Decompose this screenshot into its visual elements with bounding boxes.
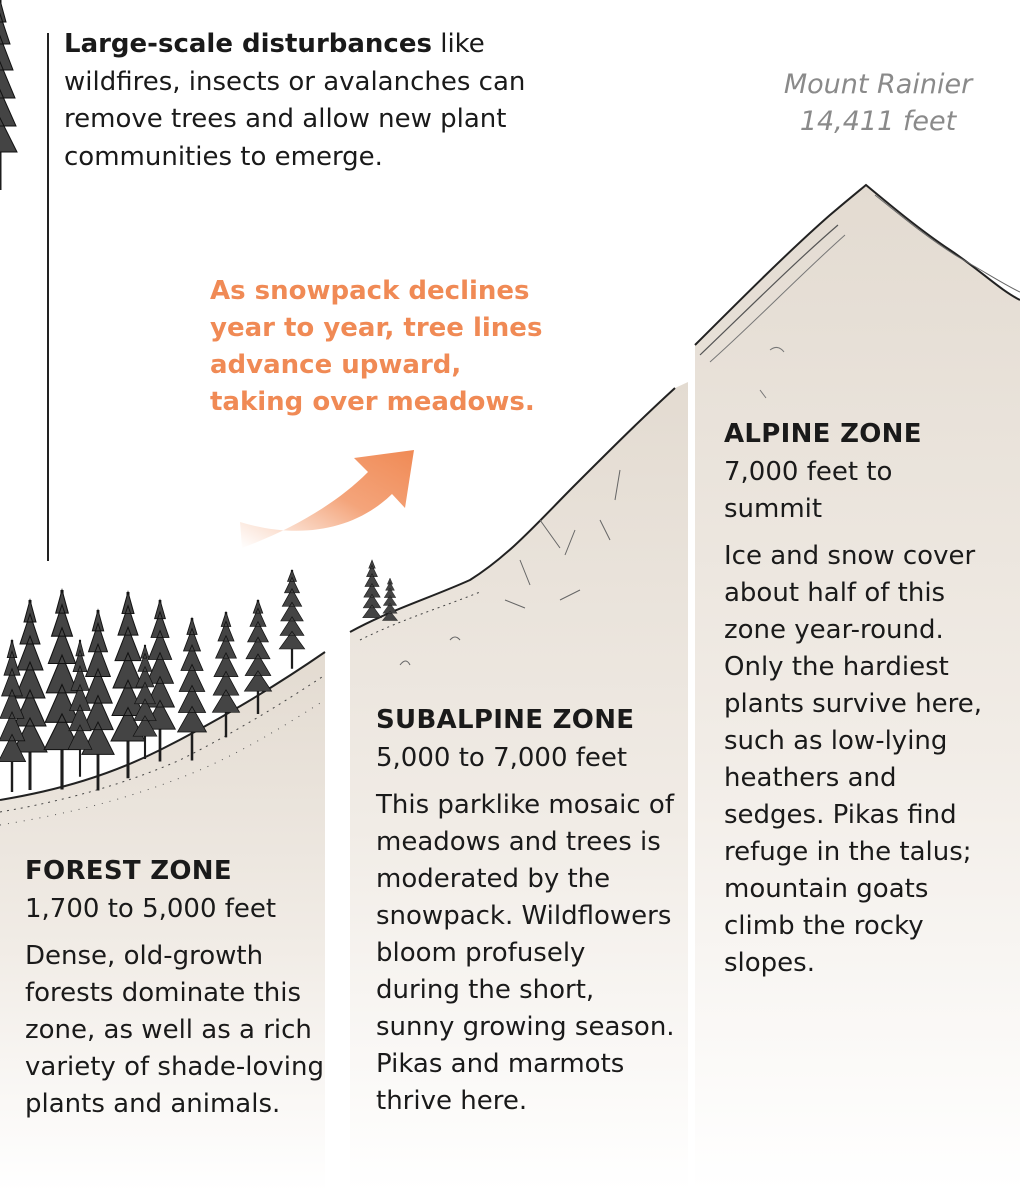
- callout-line: taking over meadows.: [210, 387, 535, 417]
- alpine-zone-description: Ice and snow cover about half of this zone year-round. Only the hardiest plants survive here, such as low-lying heathers and sedges. Pikas find refuge in the talus; mountain goats climb the rocky slopes.: [724, 541, 982, 978]
- intro-divider-line: [47, 33, 49, 561]
- subalpine-zone-description: This parklike mosaic of meadows and trees is moderated by the snowpack. Wildflowers bloom profusely during the short, sunny growing season. Pikas and marmots thrive here.: [376, 790, 675, 1116]
- snowpack-callout: [210, 273, 570, 421]
- subalpine-zone-range: 5,000 to 7,000 feet: [376, 743, 628, 773]
- subalpine-zone-text: [376, 700, 676, 1120]
- forest-zone-range: 1,700 to 5,000 feet: [25, 894, 277, 924]
- peak-label: [760, 66, 996, 140]
- upward-arrow: [240, 450, 414, 548]
- callout-line: advance upward,: [210, 350, 462, 380]
- alpine-zone-text: [724, 414, 994, 982]
- callout-line: As snowpack declines: [210, 276, 530, 306]
- intro-rest: like wildfires, insects or avalanches can remove trees and allow new plant communities to emerge.: [64, 29, 526, 172]
- intro-text: [64, 26, 534, 176]
- subalpine-zone-title: SUBALPINE ZONE: [376, 705, 635, 735]
- intro-bold-phrase: Large-scale disturbances: [64, 29, 432, 59]
- forest-zone-text: [25, 851, 325, 1123]
- callout-line: year to year, tree lines: [210, 313, 543, 343]
- alpine-zone-range: 7,000 feet to summit: [724, 457, 893, 524]
- forest-zone-title: FOREST ZONE: [25, 856, 232, 886]
- alpine-zone-title: ALPINE ZONE: [724, 419, 922, 449]
- peak-elevation: 14,411 feet: [799, 106, 957, 137]
- forest-zone-description: Dense, old-growth forests dominate this zone, as well as a rich variety of shade-loving plants and animals.: [25, 941, 324, 1119]
- peak-name: Mount Rainier: [783, 69, 973, 100]
